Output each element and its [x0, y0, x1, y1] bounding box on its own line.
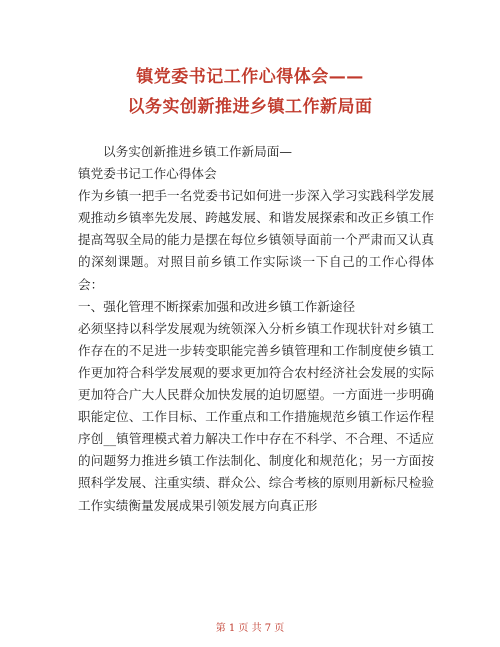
section-heading-1: 一、强化管理不断探索加强和改进乡镇工作新途径	[78, 298, 356, 314]
document-title-line-2: 以务实创新推进乡镇工作新局面	[127, 97, 373, 117]
intro-paragraph: 作为乡镇一把手一名党委书记如何进一步深入学习实践科学发展观推动乡镇率先发展、跨越发展、和谐发展探索和改正乡镇工作提高驾驭全局的能力是摆在每位乡镇领导面前一个严肃而又认真的深刻课题。对照目前乡镇工作实际谈一下自己的工作心得体会：	[78, 188, 434, 292]
page-number-footer: 第 1 页 共 7 页	[215, 623, 285, 634]
document-body	[78, 141, 434, 517]
document-title-line-1: 镇党委书记工作心得体会——	[136, 67, 364, 87]
subtitle-paragraph-2: 镇党委书记工作心得体会	[78, 166, 217, 182]
subtitle-paragraph: 以务实创新推进乡镇工作新局面—	[103, 144, 292, 159]
body-paragraph: 必须坚持以科学发展观为统领深入分析乡镇工作现状针对乡镇工作存在的不足进一步转变职能完善乡镇管理和工作制度使乡镇工作更加符合科学发展观的要求更加符合农村经济社会发展的实际更加符合广大人民群众加快发展的迫切愿望。一方面进一步明确职能定位、工作目标、工作重点和工作措施规范乡镇工作运作程序创__镇管理模式着力解决工作中存在不科学、不合理、不适应的问题努力推进乡镇工作法制化、制度化和规范化；另一方面按照科学发展、注重实绩、群众公、综合考核的原则用新标尺检验工作实绩衡量发展成果引领发展方向真正形	[78, 320, 434, 513]
